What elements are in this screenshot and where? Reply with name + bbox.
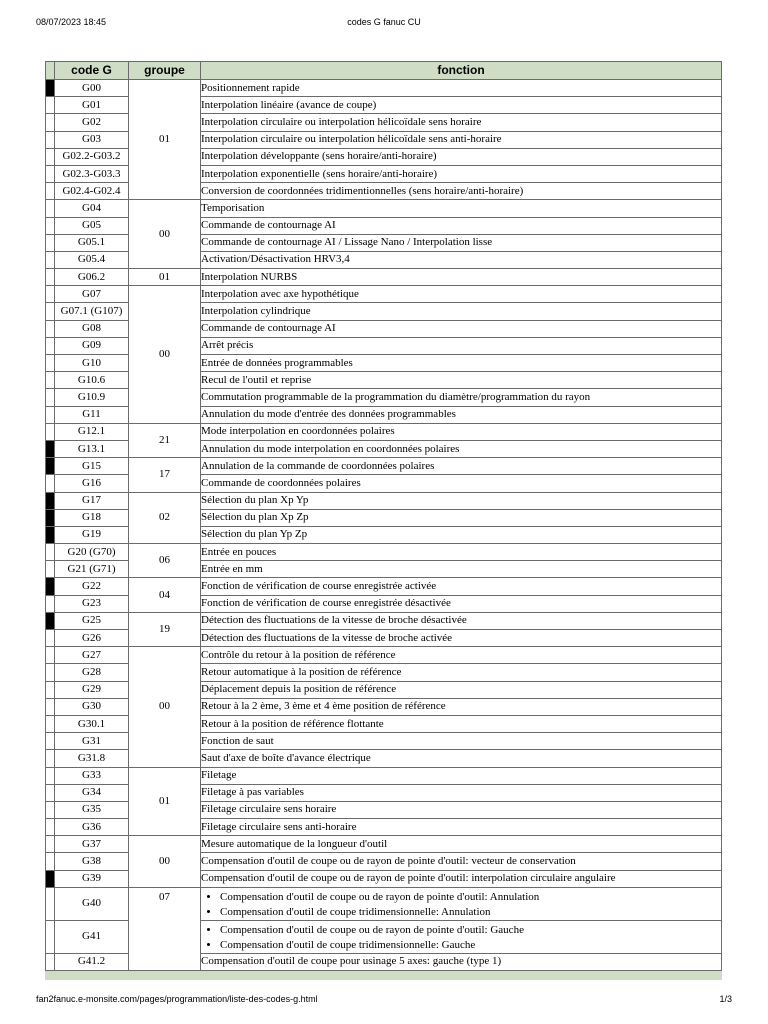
- g-code-cell: G02: [55, 114, 129, 131]
- g-code-cell: G03: [55, 131, 129, 148]
- function-cell: Fonction de vérification de course enregistrée désactivée: [201, 595, 722, 612]
- row-marker: [46, 97, 55, 114]
- table-row: [46, 269, 722, 286]
- g-code-cell: G16: [55, 475, 129, 492]
- g-code-cell: G31: [55, 733, 129, 750]
- function-bullet: • Compensation d'outil de coupe tridimensionnelle: Annulation: [220, 905, 721, 920]
- g-code-cell: G27: [55, 647, 129, 664]
- row-marker: [46, 953, 55, 970]
- function-cell: Conversion de coordonnées tridimentionnelles (sens horaire/anti-horaire): [201, 183, 722, 200]
- row-marker: [46, 733, 55, 750]
- print-title: codes G fanuc CU: [347, 17, 421, 27]
- function-cell: Annulation de la commande de coordonnées polaires: [201, 458, 722, 475]
- g-code-cell: G23: [55, 595, 129, 612]
- function-cell: Entrée de données programmables: [201, 355, 722, 372]
- function-cell: Mode interpolation en coordonnées polaires: [201, 423, 722, 440]
- print-datetime: 08/07/2023 18:45: [36, 17, 107, 27]
- row-marker: [46, 698, 55, 715]
- g-code-cell: G41.2: [55, 953, 129, 970]
- g-code-cell: G28: [55, 664, 129, 681]
- table-row: [46, 286, 722, 303]
- g-code-cell: G17: [55, 492, 129, 509]
- function-cell: Retour automatique à la position de référence: [201, 664, 722, 681]
- function-cell: Filetage: [201, 767, 722, 784]
- row-marker: [46, 234, 55, 251]
- g-code-cell: G02.3-G03.3: [55, 165, 129, 182]
- function-cell: Sélection du plan Xp Zp: [201, 509, 722, 526]
- function-cell: Commutation programmable de la programmation du diamètre/programmation du rayon: [201, 389, 722, 406]
- function-cell: Retour à la position de référence flottante: [201, 715, 722, 732]
- function-cell: Compensation d'outil de coupe ou de rayon de pointe d'outil: interpolation circulaire angulaire: [201, 870, 722, 887]
- row-marker: [46, 148, 55, 165]
- group-cell: 19: [129, 612, 201, 646]
- row-marker: [46, 303, 55, 320]
- g-code-cell: G05: [55, 217, 129, 234]
- row-marker: [46, 853, 55, 870]
- g-code-cell: G02.2-G03.2: [55, 148, 129, 165]
- row-marker: [46, 114, 55, 131]
- function-bullet: • Compensation d'outil de coupe tridimensionnelle: Gauche: [220, 938, 721, 953]
- function-cell: Commande de contournage AI: [201, 320, 722, 337]
- g-code-cell: G10.9: [55, 389, 129, 406]
- print-header: [0, 17, 768, 31]
- function-bullet: • Compensation d'outil de coupe ou de rayon de pointe d'outil: Gauche: [220, 923, 721, 938]
- g-code-cell: G25: [55, 612, 129, 629]
- row-marker: [46, 681, 55, 698]
- function-cell: Sélection du plan Yp Zp: [201, 526, 722, 543]
- table-row: [46, 612, 722, 629]
- function-cell: Détection des fluctuations de la vitesse de broche activée: [201, 630, 722, 647]
- function-cell: Entrée en mm: [201, 561, 722, 578]
- function-cell: Interpolation cylindrique: [201, 303, 722, 320]
- g-code-cell: G38: [55, 853, 129, 870]
- row-marker: [46, 200, 55, 217]
- group-cell: 01: [129, 269, 201, 286]
- table-row: [46, 200, 722, 217]
- table-footer-strip: [46, 971, 722, 980]
- function-cell: Positionnement rapide: [201, 80, 722, 97]
- function-cell: Interpolation exponentielle (sens horaire/anti-horaire): [201, 165, 722, 182]
- row-marker: [46, 440, 55, 457]
- header-mark-cell: [46, 62, 55, 80]
- function-cell: Entrée en pouces: [201, 544, 722, 561]
- function-cell: Détection des fluctuations de la vitesse de broche désactivée: [201, 612, 722, 629]
- function-cell: Sélection du plan Xp Yp: [201, 492, 722, 509]
- function-cell: Filetage à pas variables: [201, 784, 722, 801]
- function-cell: Interpolation avec axe hypothétique: [201, 286, 722, 303]
- g-code-cell: G11: [55, 406, 129, 423]
- function-cell: Commande de contournage AI / Lissage Nano / Interpolation lisse: [201, 234, 722, 251]
- g-code-cell: G31.8: [55, 750, 129, 767]
- row-marker: [46, 801, 55, 818]
- g-code-cell: G19: [55, 526, 129, 543]
- row-marker: [46, 458, 55, 475]
- table-row: [46, 767, 722, 784]
- function-cell: Compensation d'outil de coupe pour usinage 5 axes: gauche (type 1): [201, 953, 722, 970]
- table-row: [46, 887, 722, 920]
- function-cell: Interpolation NURBS: [201, 269, 722, 286]
- row-marker: [46, 595, 55, 612]
- row-marker: [46, 647, 55, 664]
- g-code-cell: G34: [55, 784, 129, 801]
- row-marker: [46, 526, 55, 543]
- row-marker: [46, 544, 55, 561]
- table-row: [46, 647, 722, 664]
- g-code-cell: G05.4: [55, 251, 129, 268]
- g-code-cell: G12.1: [55, 423, 129, 440]
- row-marker: [46, 475, 55, 492]
- function-cell: [201, 887, 722, 920]
- header-function: fonction: [201, 62, 722, 80]
- group-cell: 07: [129, 887, 201, 970]
- table-body: [46, 80, 722, 971]
- g-code-cell: G06.2: [55, 269, 129, 286]
- table-row: [46, 80, 722, 97]
- print-footer: [0, 994, 768, 1008]
- g-code-cell: G02.4-G02.4: [55, 183, 129, 200]
- table-header-row: [46, 62, 722, 80]
- g-code-cell: G39: [55, 870, 129, 887]
- g-code-cell: G41: [55, 920, 129, 953]
- row-marker: [46, 920, 55, 953]
- row-marker: [46, 630, 55, 647]
- g-code-cell: G20 (G70): [55, 544, 129, 561]
- g-code-cell: G21 (G71): [55, 561, 129, 578]
- function-cell: Interpolation développante (sens horaire/anti-horaire): [201, 148, 722, 165]
- print-page-number: 1/3: [719, 994, 732, 1004]
- function-bullet-list: [201, 921, 721, 953]
- print-url: fan2fanuc.e-monsite.com/pages/programmation/liste-des-codes-g.html: [36, 994, 318, 1004]
- row-marker: [46, 509, 55, 526]
- g-code-cell: G35: [55, 801, 129, 818]
- function-cell: Recul de l'outil et reprise: [201, 372, 722, 389]
- g-code-cell: G36: [55, 819, 129, 836]
- row-marker: [46, 423, 55, 440]
- g-code-cell: G40: [55, 887, 129, 920]
- g-code-cell: G22: [55, 578, 129, 595]
- function-cell: Fonction de saut: [201, 733, 722, 750]
- row-marker: [46, 251, 55, 268]
- group-cell: 02: [129, 492, 201, 544]
- g-code-cell: G26: [55, 630, 129, 647]
- row-marker: [46, 337, 55, 354]
- g-code-cell: G09: [55, 337, 129, 354]
- function-cell: Déplacement depuis la position de référence: [201, 681, 722, 698]
- function-cell: [201, 920, 722, 953]
- function-cell: Interpolation circulaire ou interpolation hélicoïdale sens horaire: [201, 114, 722, 131]
- row-marker: [46, 887, 55, 920]
- table-row: [46, 458, 722, 475]
- g-code-cell: G29: [55, 681, 129, 698]
- function-cell: Retour à la 2 ème, 3 ème et 4 ème position de référence: [201, 698, 722, 715]
- row-marker: [46, 389, 55, 406]
- g-code-cell: G15: [55, 458, 129, 475]
- row-marker: [46, 870, 55, 887]
- group-cell: 06: [129, 544, 201, 578]
- group-cell: 21: [129, 423, 201, 457]
- function-cell: Saut d'axe de boîte d'avance électrique: [201, 750, 722, 767]
- g-code-cell: G10.6: [55, 372, 129, 389]
- header-code: code G: [55, 62, 129, 80]
- row-marker: [46, 320, 55, 337]
- g-code-cell: G18: [55, 509, 129, 526]
- row-marker: [46, 578, 55, 595]
- group-cell: 01: [129, 80, 201, 200]
- function-cell: Filetage circulaire sens anti-horaire: [201, 819, 722, 836]
- function-cell: Annulation du mode d'entrée des données programmables: [201, 406, 722, 423]
- row-marker: [46, 767, 55, 784]
- group-cell: 00: [129, 647, 201, 767]
- function-cell: Filetage circulaire sens horaire: [201, 801, 722, 818]
- function-cell: Arrêt précis: [201, 337, 722, 354]
- function-cell: Activation/Désactivation HRV3,4: [201, 251, 722, 268]
- row-marker: [46, 406, 55, 423]
- row-marker: [46, 819, 55, 836]
- g-code-cell: G33: [55, 767, 129, 784]
- function-cell: Compensation d'outil de coupe ou de rayon de pointe d'outil: vecteur de conservation: [201, 853, 722, 870]
- g-code-cell: G30: [55, 698, 129, 715]
- header-group: groupe: [129, 62, 201, 80]
- table-row: [46, 544, 722, 561]
- group-cell: 00: [129, 286, 201, 424]
- row-marker: [46, 561, 55, 578]
- function-bullet: • Compensation d'outil de coupe ou de rayon de pointe d'outil: Annulation: [220, 890, 721, 905]
- row-marker: [46, 165, 55, 182]
- g-codes-table: [45, 61, 722, 980]
- row-marker: [46, 80, 55, 97]
- function-cell: Temporisation: [201, 200, 722, 217]
- function-cell: Annulation du mode interpolation en coordonnées polaires: [201, 440, 722, 457]
- group-cell: 17: [129, 458, 201, 492]
- row-marker: [46, 217, 55, 234]
- row-marker: [46, 269, 55, 286]
- row-marker: [46, 131, 55, 148]
- group-cell: 00: [129, 200, 201, 269]
- function-cell: Interpolation linéaire (avance de coupe): [201, 97, 722, 114]
- function-cell: Contrôle du retour à la position de référence: [201, 647, 722, 664]
- table-row: [46, 836, 722, 853]
- group-cell: 04: [129, 578, 201, 612]
- row-marker: [46, 784, 55, 801]
- g-code-cell: G07.1 (G107): [55, 303, 129, 320]
- row-marker: [46, 612, 55, 629]
- function-cell: Commande de coordonnées polaires: [201, 475, 722, 492]
- g-code-cell: G13.1: [55, 440, 129, 457]
- g-code-cell: G37: [55, 836, 129, 853]
- group-cell: 01: [129, 767, 201, 836]
- g-code-cell: G08: [55, 320, 129, 337]
- table-row: [46, 578, 722, 595]
- row-marker: [46, 286, 55, 303]
- g-code-cell: G04: [55, 200, 129, 217]
- function-cell: Interpolation circulaire ou interpolation hélicoïdale sens anti-horaire: [201, 131, 722, 148]
- row-marker: [46, 836, 55, 853]
- function-cell: Fonction de vérification de course enregistrée activée: [201, 578, 722, 595]
- g-code-cell: G05.1: [55, 234, 129, 251]
- g-code-cell: G07: [55, 286, 129, 303]
- table-row: [46, 492, 722, 509]
- function-bullet-list: [201, 888, 721, 920]
- row-marker: [46, 664, 55, 681]
- row-marker: [46, 372, 55, 389]
- g-code-cell: G01: [55, 97, 129, 114]
- row-marker: [46, 183, 55, 200]
- row-marker: [46, 715, 55, 732]
- group-cell: 00: [129, 836, 201, 888]
- g-code-cell: G10: [55, 355, 129, 372]
- row-marker: [46, 492, 55, 509]
- g-code-cell: G30.1: [55, 715, 129, 732]
- function-cell: Commande de contournage AI: [201, 217, 722, 234]
- row-marker: [46, 750, 55, 767]
- row-marker: [46, 355, 55, 372]
- function-cell: Mesure automatique de la longueur d'outil: [201, 836, 722, 853]
- g-code-cell: G00: [55, 80, 129, 97]
- table-row: [46, 423, 722, 440]
